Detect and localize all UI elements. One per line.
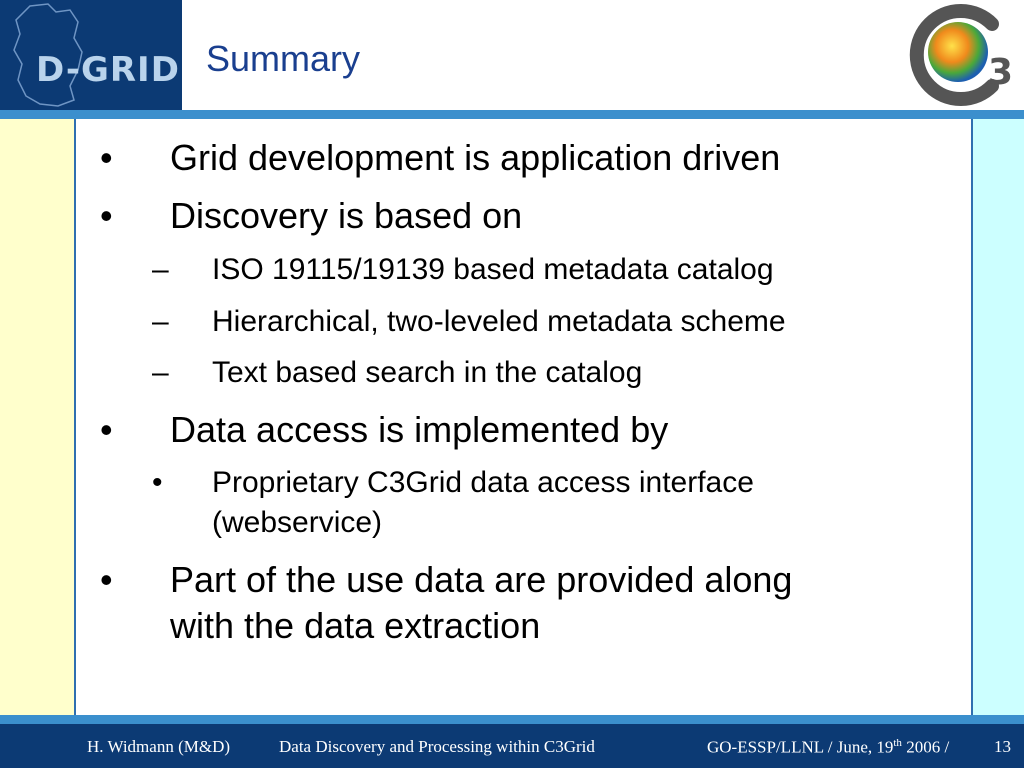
d-grid-logo: [0, 0, 182, 110]
bullet-text: Discovery is based on: [170, 195, 523, 236]
bullet-marker: •: [100, 195, 113, 236]
footer-venue-sup: th: [893, 737, 902, 749]
bullet-text: Data access is implemented by: [170, 409, 669, 450]
sub-bullet-marker: –: [152, 253, 169, 286]
page-number: 13: [994, 737, 1011, 756]
bullet-text: Part of the use data are provided along: [170, 559, 793, 600]
slide-body: [78, 119, 971, 715]
svg-text:3: 3: [988, 52, 1014, 93]
sub-bullet-text: ISO 19115/19139 based metadata catalog: [212, 253, 774, 286]
sub-bullet-marker: –: [152, 356, 169, 389]
sub-bullet-text: Text based search in the catalog: [212, 356, 643, 389]
slide-title: Summary: [206, 38, 361, 79]
left-side-panel: [0, 119, 76, 715]
right-side-panel: [971, 119, 1024, 715]
sub-bullet-marker: –: [152, 305, 169, 338]
footer-talk-title: Data Discovery and Processing within C3Grid: [279, 737, 595, 756]
bullet-marker: •: [100, 559, 113, 600]
sub-bullet-text: Hierarchical, two-leveled metadata scheme: [212, 305, 786, 338]
c3-logo: [896, 2, 1022, 108]
sub-bullet-marker: •: [152, 466, 163, 499]
bullet-marker: •: [100, 409, 113, 450]
slide-header: [0, 0, 1024, 110]
c3-globe-icon: [896, 2, 1022, 108]
footer-venue-text: GO-ESSP/LLNL / June, 19: [707, 737, 894, 757]
footer-venue: [707, 737, 949, 758]
bullet-text-cont: with the data extraction: [170, 605, 541, 646]
sub-bullet-text: Proprietary C3Grid data access interface: [212, 466, 754, 499]
d-grid-logo-text: D-GRID: [36, 50, 180, 90]
header-divider: [0, 110, 1024, 119]
footer-venue-year: 2006 /: [901, 737, 950, 757]
footer-author: H. Widmann (M&D): [87, 737, 231, 756]
bullet-marker: •: [100, 137, 113, 178]
slide-footer: [0, 724, 1024, 768]
bullet-text: Grid development is application driven: [170, 137, 781, 178]
footer-divider: [0, 715, 1024, 724]
sub-bullet-text-cont: (webservice): [212, 506, 383, 539]
